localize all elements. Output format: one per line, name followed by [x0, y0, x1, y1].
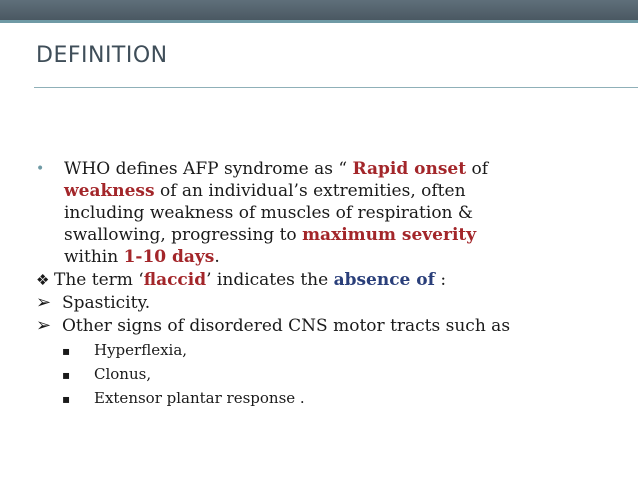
hyperflexia-text: Hyperflexia,: [94, 341, 188, 359]
emphasis-days: 1-10 days: [123, 247, 215, 267]
text: of an individual’s extremities, often: [154, 181, 466, 201]
bullet-spasticity: [36, 292, 631, 314]
other-signs-text: Other signs of disordered CNS motor tracts such as: [62, 316, 511, 336]
definition-line-5: [64, 246, 631, 268]
definition-line-2: [64, 180, 631, 202]
definition-line-3: including weakness of muscles of respiration &: [64, 203, 474, 223]
clonus-text: Clonus,: [94, 365, 152, 383]
slide-title: DEFINITION: [36, 43, 168, 68]
text: :: [434, 270, 447, 290]
bullet-who-definition: [36, 158, 631, 268]
definition-line-1: [64, 158, 631, 180]
emphasis-weakness: weakness: [64, 181, 155, 201]
emphasis-maximum-severity: maximum severity: [302, 225, 477, 245]
header-band: [0, 0, 638, 20]
square-bullet-icon: ▪: [62, 392, 71, 406]
emphasis-flaccid: flaccid: [143, 270, 207, 290]
round-bullet-icon: •: [36, 161, 45, 177]
arrow-bullet-icon: ➢: [36, 292, 52, 313]
bullet-other-signs: [36, 315, 631, 337]
text: WHO defines AFP syndrome as “: [64, 159, 353, 179]
text: of: [466, 159, 488, 179]
text: .: [214, 247, 220, 267]
text: The term ‘: [54, 270, 144, 290]
text: swallowing, progressing to: [64, 225, 303, 245]
arrow-bullet-icon: ➢: [36, 315, 52, 336]
square-bullet-icon: ▪: [62, 368, 71, 382]
slide-body: [36, 158, 631, 409]
extensor-text: Extensor plantar response .: [94, 389, 305, 407]
text: ’ indicates the: [206, 270, 334, 290]
diamond-bullet-icon: ❖: [36, 271, 50, 289]
bullet-flaccid-term: [36, 269, 631, 291]
square-bullet-icon: ▪: [62, 344, 71, 358]
text: within: [64, 247, 124, 267]
sub-bullet-clonus: [36, 364, 631, 385]
header-accent-line: [0, 20, 638, 23]
title-underline: [34, 87, 638, 88]
spasticity-text: Spasticity.: [62, 293, 151, 313]
emphasis-rapid-onset: Rapid onset: [352, 159, 467, 179]
definition-line-4: [64, 224, 631, 246]
sub-bullet-hyperflexia: [36, 340, 631, 361]
sub-bullet-extensor: [36, 388, 631, 409]
emphasis-absence-of: absence of: [333, 270, 435, 290]
flaccid-line: [36, 269, 446, 291]
